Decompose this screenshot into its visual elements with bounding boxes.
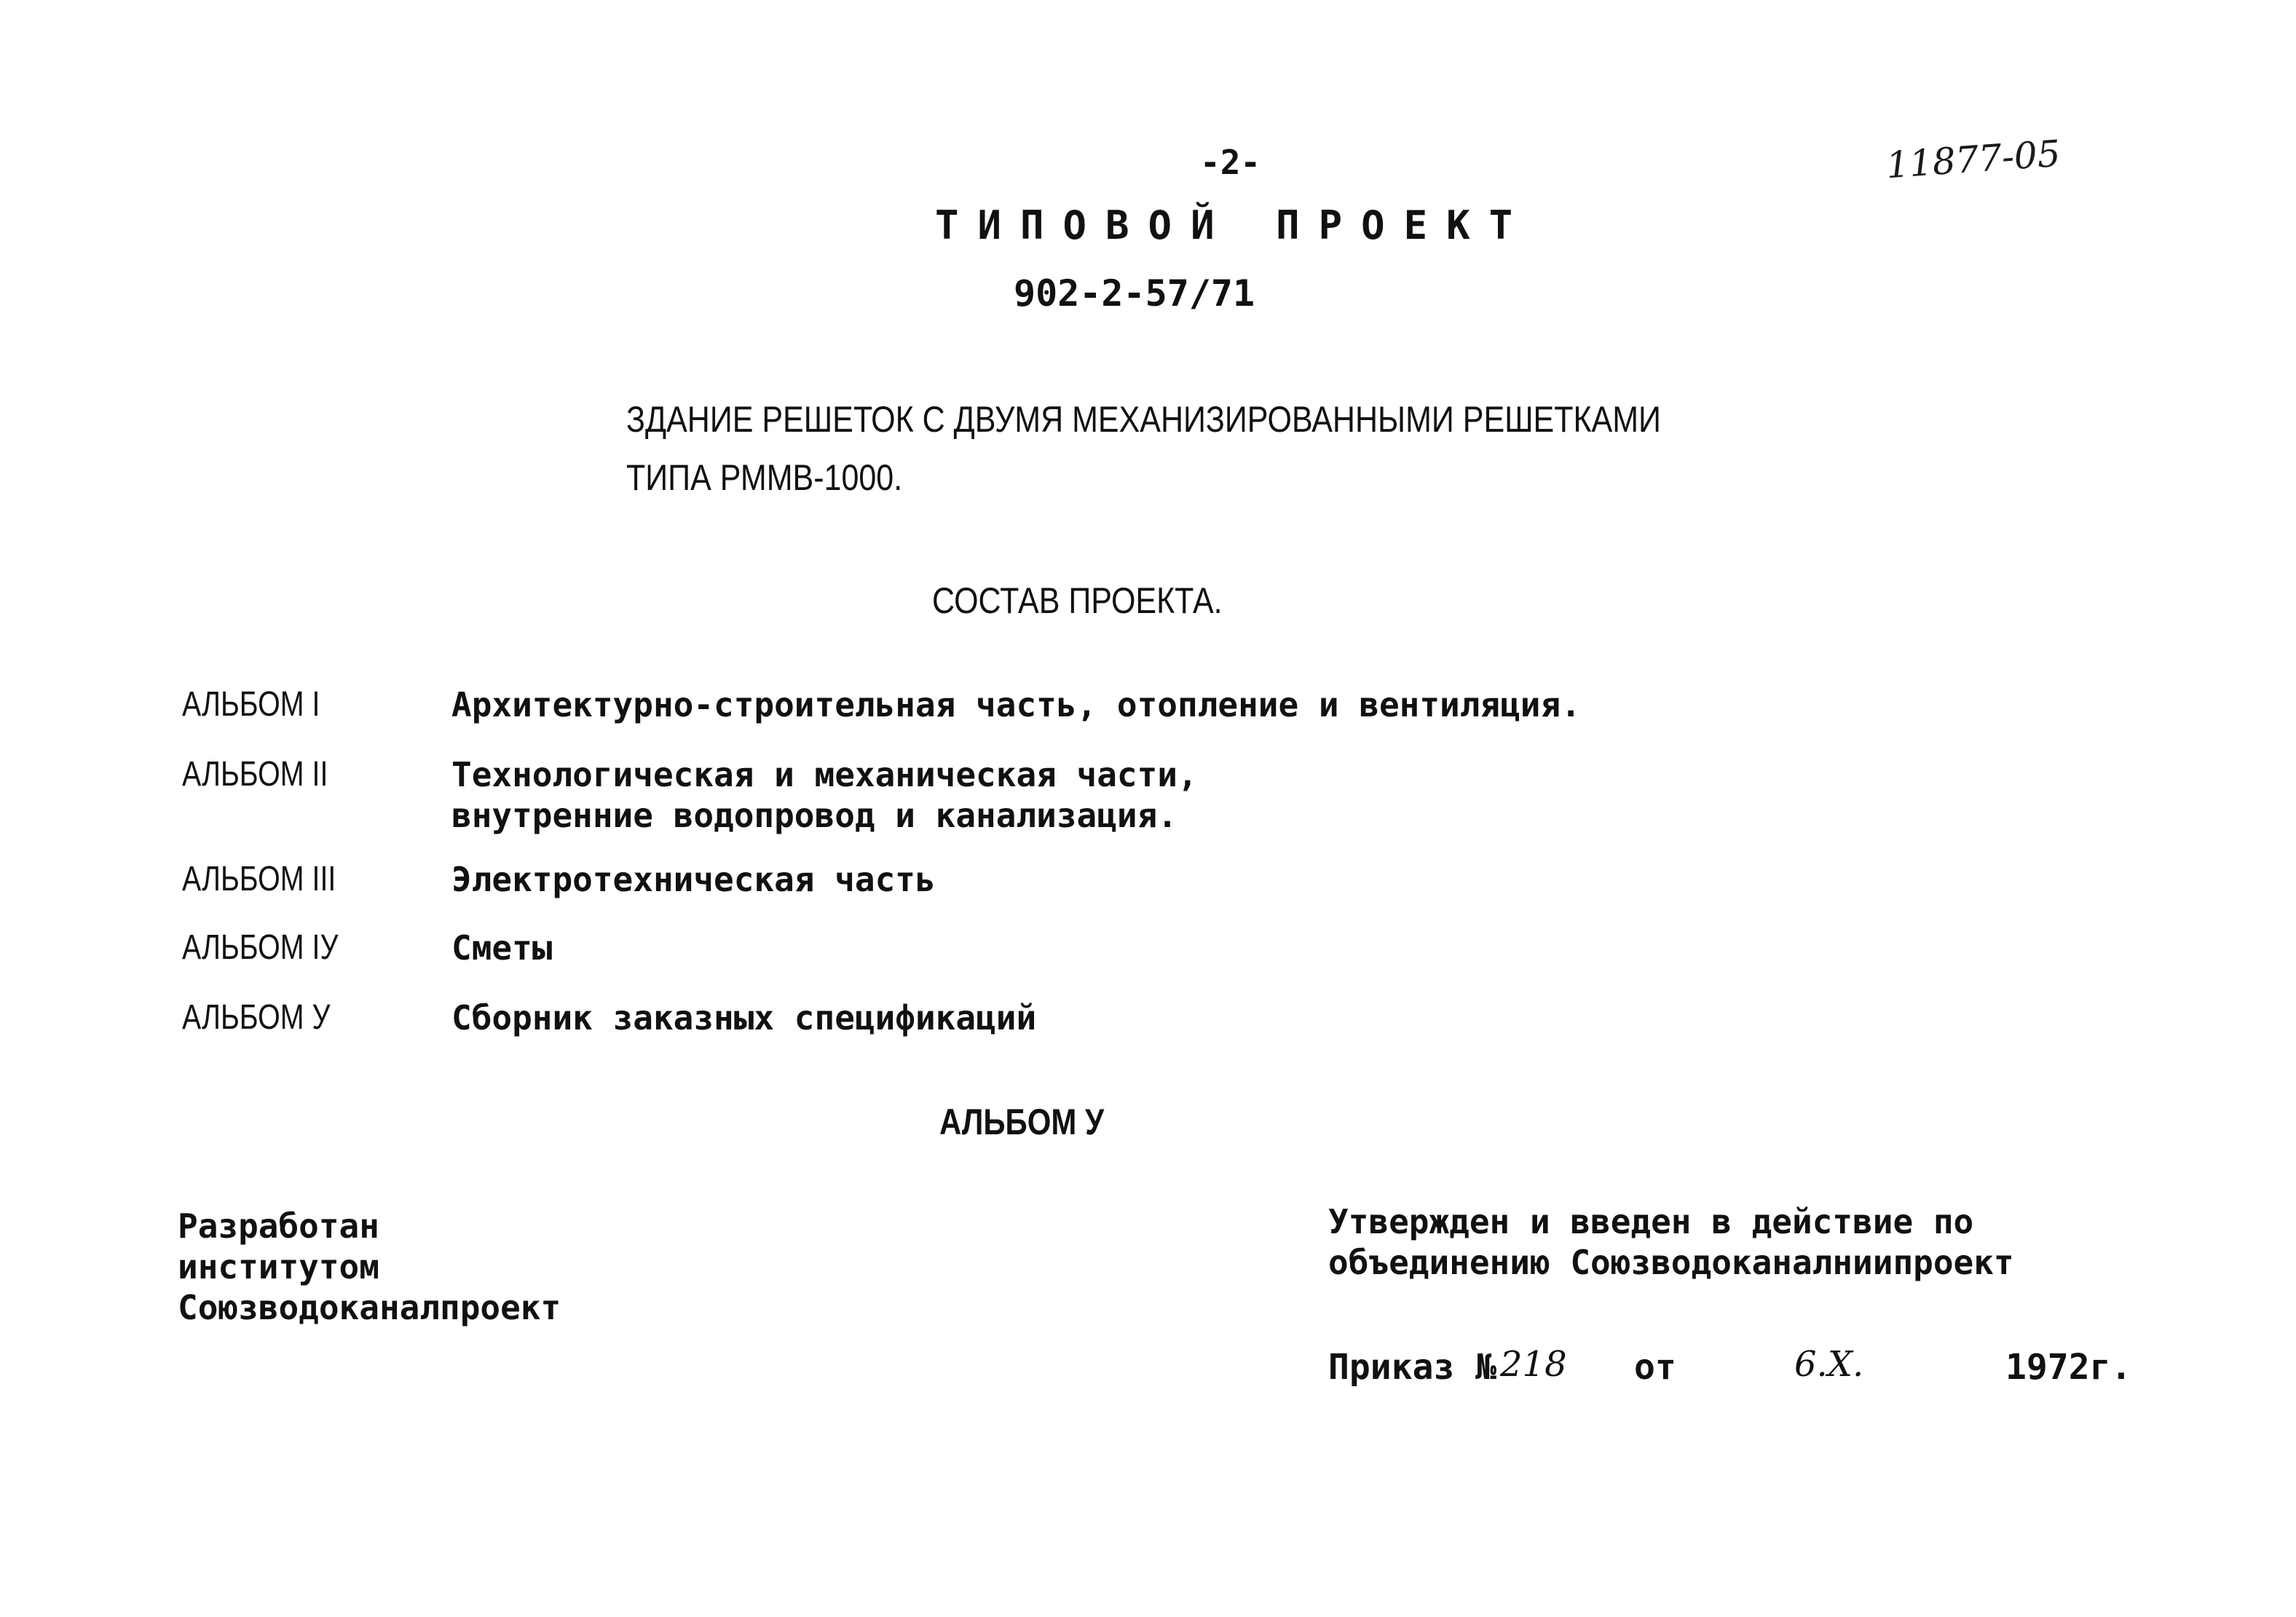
project-number: 902-2-57/71	[1014, 272, 1255, 315]
album-description	[451, 997, 1036, 1038]
album-description-line: Архитектурно-строительная часть, отопление и вентиляция.	[451, 685, 1581, 724]
album-description	[451, 754, 1198, 836]
subject-line-1: ЗДАНИЕ РЕШЕТОК С ДВУМЯ МЕХАНИЗИРОВАННЫМИ РЕШЕТКАМИ	[626, 399, 1661, 440]
subject-line-2: ТИПА РММВ-1000.	[626, 457, 903, 498]
order-from-label: от	[1634, 1347, 1676, 1388]
album-description-line: Сметы	[451, 928, 553, 968]
album-description	[451, 859, 936, 900]
order-number: 218	[1500, 1344, 1567, 1385]
approval-line-1: Утвержден и введен в действие по	[1328, 1202, 1974, 1241]
album-description-line: внутренние водопровод и канализация.	[451, 796, 1177, 835]
page-number: -2-	[1200, 143, 1261, 182]
current-album: АЛЬБОМ У	[939, 1102, 1105, 1142]
album-description	[451, 928, 552, 968]
album-description-line: Сборник заказных спецификаций	[451, 998, 1037, 1037]
developer-line-1: Разработан	[178, 1206, 379, 1246]
developer-block	[178, 1206, 561, 1328]
album-label: АЛЬБОМ I	[182, 685, 320, 724]
album-label: АЛЬБОМ У	[182, 998, 331, 1037]
album-description-line: Технологическая и механическая части,	[451, 755, 1198, 794]
album-description	[451, 684, 1581, 725]
order-date: 6.X.	[1794, 1344, 1864, 1385]
album-label: АЛЬБОМ II	[182, 755, 328, 794]
order-label: Приказ №	[1328, 1347, 1497, 1388]
album-label: АЛЬБОМ III	[182, 860, 336, 898]
composition-heading: СОСТАВ ПРОЕКТА.	[932, 580, 1223, 621]
archive-code: 11877-05	[1885, 132, 2062, 187]
album-description-line: Электротехническая часть	[451, 860, 936, 899]
developer-line-3: Союзводоканалпроект	[178, 1288, 561, 1327]
approval-block	[1328, 1201, 2014, 1283]
approval-line-2: объединению Союзводоканалниипроект	[1328, 1243, 2014, 1282]
project-subject	[626, 390, 1661, 507]
order-year: 1972г.	[2005, 1347, 2132, 1388]
document-title: ТИПОВОЙ ПРОЕКТ	[935, 202, 1532, 248]
album-label: АЛЬБОМ IУ	[182, 928, 339, 967]
developer-line-2: институтом	[178, 1247, 379, 1286]
